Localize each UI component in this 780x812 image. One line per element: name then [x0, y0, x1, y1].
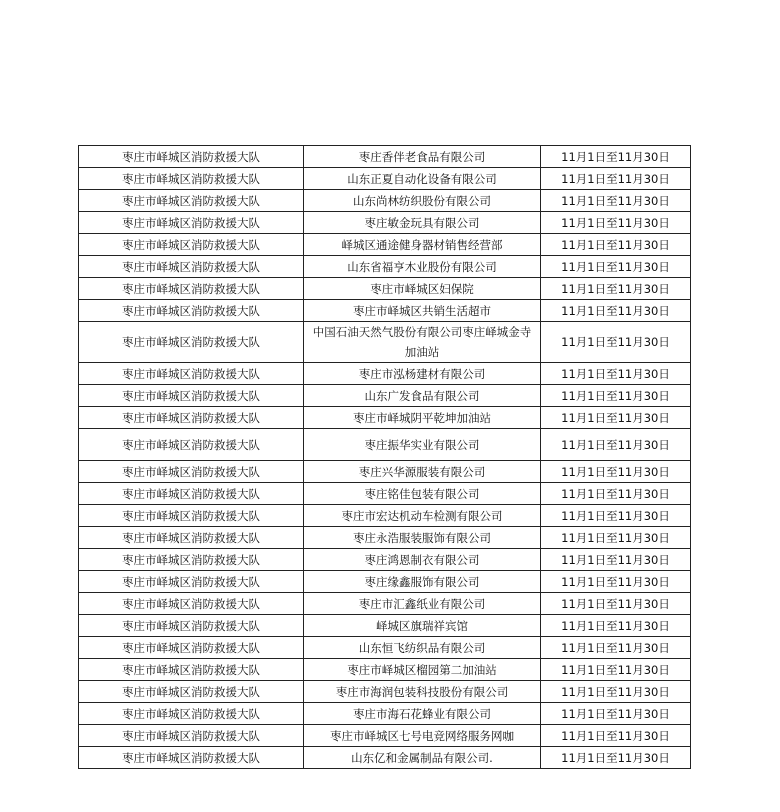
- period-cell: 11月1日至11月30日: [541, 385, 691, 407]
- period-cell: 11月1日至11月30日: [541, 483, 691, 505]
- unit-cell: 枣庄市峄城区消防救援大队: [79, 212, 304, 234]
- unit-cell: 枣庄市峄城区消防救援大队: [79, 300, 304, 322]
- table-row: [79, 322, 691, 363]
- period-cell: 11月1日至11月30日: [541, 615, 691, 637]
- table-row: [79, 615, 691, 637]
- period-cell: 11月1日至11月30日: [541, 571, 691, 593]
- period-cell: 11月1日至11月30日: [541, 429, 691, 461]
- table-row: [79, 234, 691, 256]
- period-cell: 11月1日至11月30日: [541, 168, 691, 190]
- period-cell: 11月1日至11月30日: [541, 527, 691, 549]
- table-row: [79, 659, 691, 681]
- table-row: [79, 637, 691, 659]
- period-cell: 11月1日至11月30日: [541, 322, 691, 363]
- table-row: [79, 278, 691, 300]
- company-cell: 枣庄振华实业有限公司: [304, 429, 541, 461]
- unit-cell: 枣庄市峄城区消防救援大队: [79, 385, 304, 407]
- unit-cell: 枣庄市峄城区消防救援大队: [79, 190, 304, 212]
- unit-cell: 枣庄市峄城区消防救援大队: [79, 505, 304, 527]
- table-row: [79, 407, 691, 429]
- table-row: [79, 571, 691, 593]
- company-cell: 枣庄永浩服装服饰有限公司: [304, 527, 541, 549]
- period-cell: 11月1日至11月30日: [541, 549, 691, 571]
- company-cell: 山东恒飞纺织品有限公司: [304, 637, 541, 659]
- unit-cell: 枣庄市峄城区消防救援大队: [79, 407, 304, 429]
- table-row: [79, 429, 691, 461]
- unit-cell: 枣庄市峄城区消防救援大队: [79, 256, 304, 278]
- table-row: [79, 212, 691, 234]
- company-cell: 山东亿和金属制品有限公司.: [304, 747, 541, 769]
- unit-cell: 枣庄市峄城区消防救援大队: [79, 615, 304, 637]
- inspection-table: [78, 145, 691, 769]
- unit-cell: 枣庄市峄城区消防救援大队: [79, 168, 304, 190]
- table-row: [79, 681, 691, 703]
- company-cell: 枣庄缘鑫服饰有限公司: [304, 571, 541, 593]
- company-cell: 枣庄铭佳包装有限公司: [304, 483, 541, 505]
- period-cell: 11月1日至11月30日: [541, 278, 691, 300]
- unit-cell: 枣庄市峄城区消防救援大队: [79, 461, 304, 483]
- table-row: [79, 483, 691, 505]
- period-cell: 11月1日至11月30日: [541, 146, 691, 168]
- company-cell: 枣庄市峄城区榴园第二加油站: [304, 659, 541, 681]
- unit-cell: 枣庄市峄城区消防救援大队: [79, 703, 304, 725]
- company-cell: 枣庄市峄城阴平乾坤加油站: [304, 407, 541, 429]
- company-cell: 枣庄市峄城区共销生活超市: [304, 300, 541, 322]
- company-cell: 峄城区旗瑞祥宾馆: [304, 615, 541, 637]
- period-cell: 11月1日至11月30日: [541, 593, 691, 615]
- company-cell: 山东尚林纺织股份有限公司: [304, 190, 541, 212]
- table-row: [79, 363, 691, 385]
- company-cell: 枣庄市峄城区七号电竞网络服务网咖: [304, 725, 541, 747]
- unit-cell: 枣庄市峄城区消防救援大队: [79, 146, 304, 168]
- period-cell: 11月1日至11月30日: [541, 637, 691, 659]
- company-cell: 枣庄兴华源服装有限公司: [304, 461, 541, 483]
- company-cell: 枣庄鸿恩制衣有限公司: [304, 549, 541, 571]
- table-row: [79, 385, 691, 407]
- company-cell: 峄城区通途健身器材销售经营部: [304, 234, 541, 256]
- table-row: [79, 461, 691, 483]
- unit-cell: 枣庄市峄城区消防救援大队: [79, 593, 304, 615]
- table-row: [79, 190, 691, 212]
- company-cell: 枣庄市海石花蜂业有限公司: [304, 703, 541, 725]
- period-cell: 11月1日至11月30日: [541, 212, 691, 234]
- period-cell: 11月1日至11月30日: [541, 461, 691, 483]
- table-row: [79, 256, 691, 278]
- period-cell: 11月1日至11月30日: [541, 300, 691, 322]
- period-cell: 11月1日至11月30日: [541, 747, 691, 769]
- company-cell: 枣庄香伴老食品有限公司: [304, 146, 541, 168]
- table-row: [79, 725, 691, 747]
- table-body: [79, 146, 691, 769]
- period-cell: 11月1日至11月30日: [541, 505, 691, 527]
- unit-cell: 枣庄市峄城区消防救援大队: [79, 234, 304, 256]
- unit-cell: 枣庄市峄城区消防救援大队: [79, 637, 304, 659]
- unit-cell: 枣庄市峄城区消防救援大队: [79, 549, 304, 571]
- unit-cell: 枣庄市峄城区消防救援大队: [79, 429, 304, 461]
- unit-cell: 枣庄市峄城区消防救援大队: [79, 659, 304, 681]
- table-row: [79, 593, 691, 615]
- company-cell: 枣庄市宏达机动车检测有限公司: [304, 505, 541, 527]
- company-cell: 山东省福亨木业股份有限公司: [304, 256, 541, 278]
- company-cell: 山东正夏自动化设备有限公司: [304, 168, 541, 190]
- unit-cell: 枣庄市峄城区消防救援大队: [79, 363, 304, 385]
- company-cell: 枣庄市汇鑫纸业有限公司: [304, 593, 541, 615]
- table-row: [79, 168, 691, 190]
- period-cell: 11月1日至11月30日: [541, 703, 691, 725]
- table-row: [79, 549, 691, 571]
- unit-cell: 枣庄市峄城区消防救援大队: [79, 322, 304, 363]
- unit-cell: 枣庄市峄城区消防救援大队: [79, 747, 304, 769]
- unit-cell: 枣庄市峄城区消防救援大队: [79, 681, 304, 703]
- unit-cell: 枣庄市峄城区消防救援大队: [79, 571, 304, 593]
- period-cell: 11月1日至11月30日: [541, 407, 691, 429]
- unit-cell: 枣庄市峄城区消防救援大队: [79, 278, 304, 300]
- unit-cell: 枣庄市峄城区消防救援大队: [79, 527, 304, 549]
- period-cell: 11月1日至11月30日: [541, 681, 691, 703]
- table-row: [79, 703, 691, 725]
- period-cell: 11月1日至11月30日: [541, 190, 691, 212]
- company-cell: 中国石油天然气股份有限公司枣庄峄城金寺加油站: [304, 322, 541, 363]
- company-cell: 枣庄敏金玩具有限公司: [304, 212, 541, 234]
- table-row: [79, 505, 691, 527]
- company-cell: 枣庄市泓杨建材有限公司: [304, 363, 541, 385]
- table-row: [79, 747, 691, 769]
- company-cell: 枣庄市海润包装科技股份有限公司: [304, 681, 541, 703]
- period-cell: 11月1日至11月30日: [541, 234, 691, 256]
- period-cell: 11月1日至11月30日: [541, 725, 691, 747]
- table-row: [79, 146, 691, 168]
- period-cell: 11月1日至11月30日: [541, 256, 691, 278]
- table-row: [79, 527, 691, 549]
- unit-cell: 枣庄市峄城区消防救援大队: [79, 483, 304, 505]
- unit-cell: 枣庄市峄城区消防救援大队: [79, 725, 304, 747]
- company-cell: 山东广发食品有限公司: [304, 385, 541, 407]
- company-cell: 枣庄市峄城区妇保院: [304, 278, 541, 300]
- period-cell: 11月1日至11月30日: [541, 659, 691, 681]
- period-cell: 11月1日至11月30日: [541, 363, 691, 385]
- table-row: [79, 300, 691, 322]
